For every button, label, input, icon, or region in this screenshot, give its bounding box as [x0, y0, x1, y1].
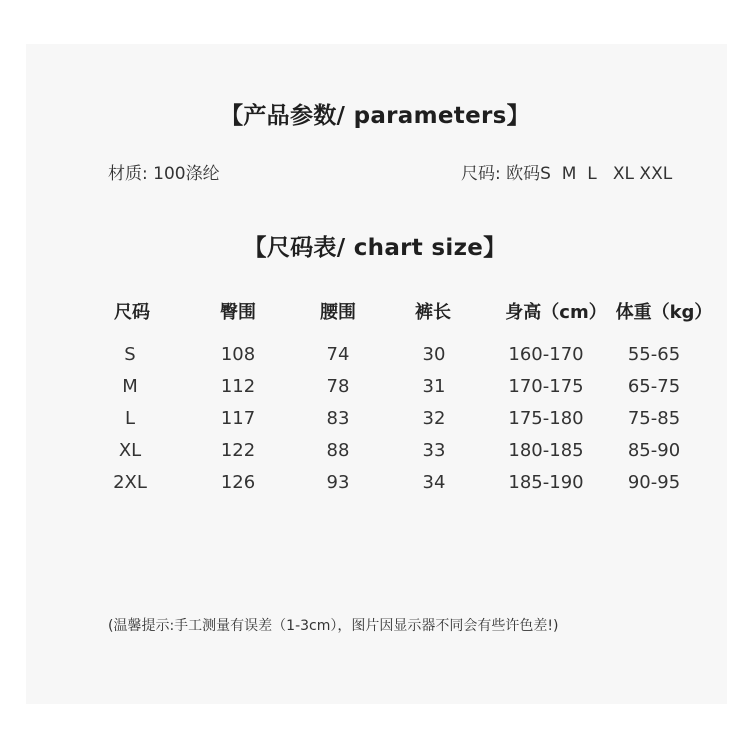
table-cell: M [122, 376, 138, 397]
table-cell: 160-170 [508, 344, 584, 365]
table-cell: 32 [422, 408, 446, 429]
table-cell: 78 [326, 376, 350, 397]
material-label: 材质: [108, 164, 148, 184]
content-panel [26, 44, 727, 704]
table-cell: XL [118, 440, 142, 461]
table-cell: 85-90 [627, 440, 681, 461]
parameters-title: 【产品参数/ parameters】 [220, 103, 530, 129]
table-cell: 112 [220, 376, 256, 397]
table-cell: 175-180 [508, 408, 584, 429]
table-cell: 65-75 [627, 376, 681, 397]
table-cell: 126 [220, 472, 256, 493]
header-weight: 体重（kg） [615, 302, 713, 323]
table-cell: 83 [326, 408, 350, 429]
table-cell: 180-185 [508, 440, 584, 461]
material-info [108, 159, 220, 184]
table-cell: 34 [422, 472, 446, 493]
size-label: 尺码: [461, 164, 501, 184]
table-cell: 108 [220, 344, 256, 365]
chart-size-title: 【尺码表/ chart size】 [243, 235, 507, 261]
table-cell: 30 [422, 344, 446, 365]
table-cell: S [124, 344, 136, 365]
table-cell: 2XL [113, 472, 147, 493]
header-waist: 腰围 [320, 302, 356, 323]
table-cell: 122 [220, 440, 256, 461]
table-cell: 117 [220, 408, 256, 429]
material-value: 100涤纶 [153, 164, 220, 184]
table-cell: 88 [326, 440, 350, 461]
table-cell: 33 [422, 440, 446, 461]
table-cell: 93 [326, 472, 350, 493]
header-hip: 臀围 [220, 302, 256, 323]
table-cell: 74 [326, 344, 350, 365]
header-size: 尺码 [114, 302, 150, 323]
size-value: 欧码S M L XL XXL [506, 164, 673, 184]
size-info [461, 159, 672, 184]
table-cell: 75-85 [627, 408, 681, 429]
table-cell: 31 [422, 376, 446, 397]
table-cell: 55-65 [627, 344, 681, 365]
measurement-note: (温馨提示:手工测量有误差（1-3cm），图片因显示器不同会有些许色差!) [108, 618, 559, 634]
table-cell: 90-95 [627, 472, 681, 493]
table-cell: L [124, 408, 136, 429]
table-cell: 170-175 [508, 376, 584, 397]
header-length: 裤长 [415, 302, 451, 323]
header-height: 身高（cm） [505, 302, 607, 323]
table-cell: 185-190 [508, 472, 584, 493]
